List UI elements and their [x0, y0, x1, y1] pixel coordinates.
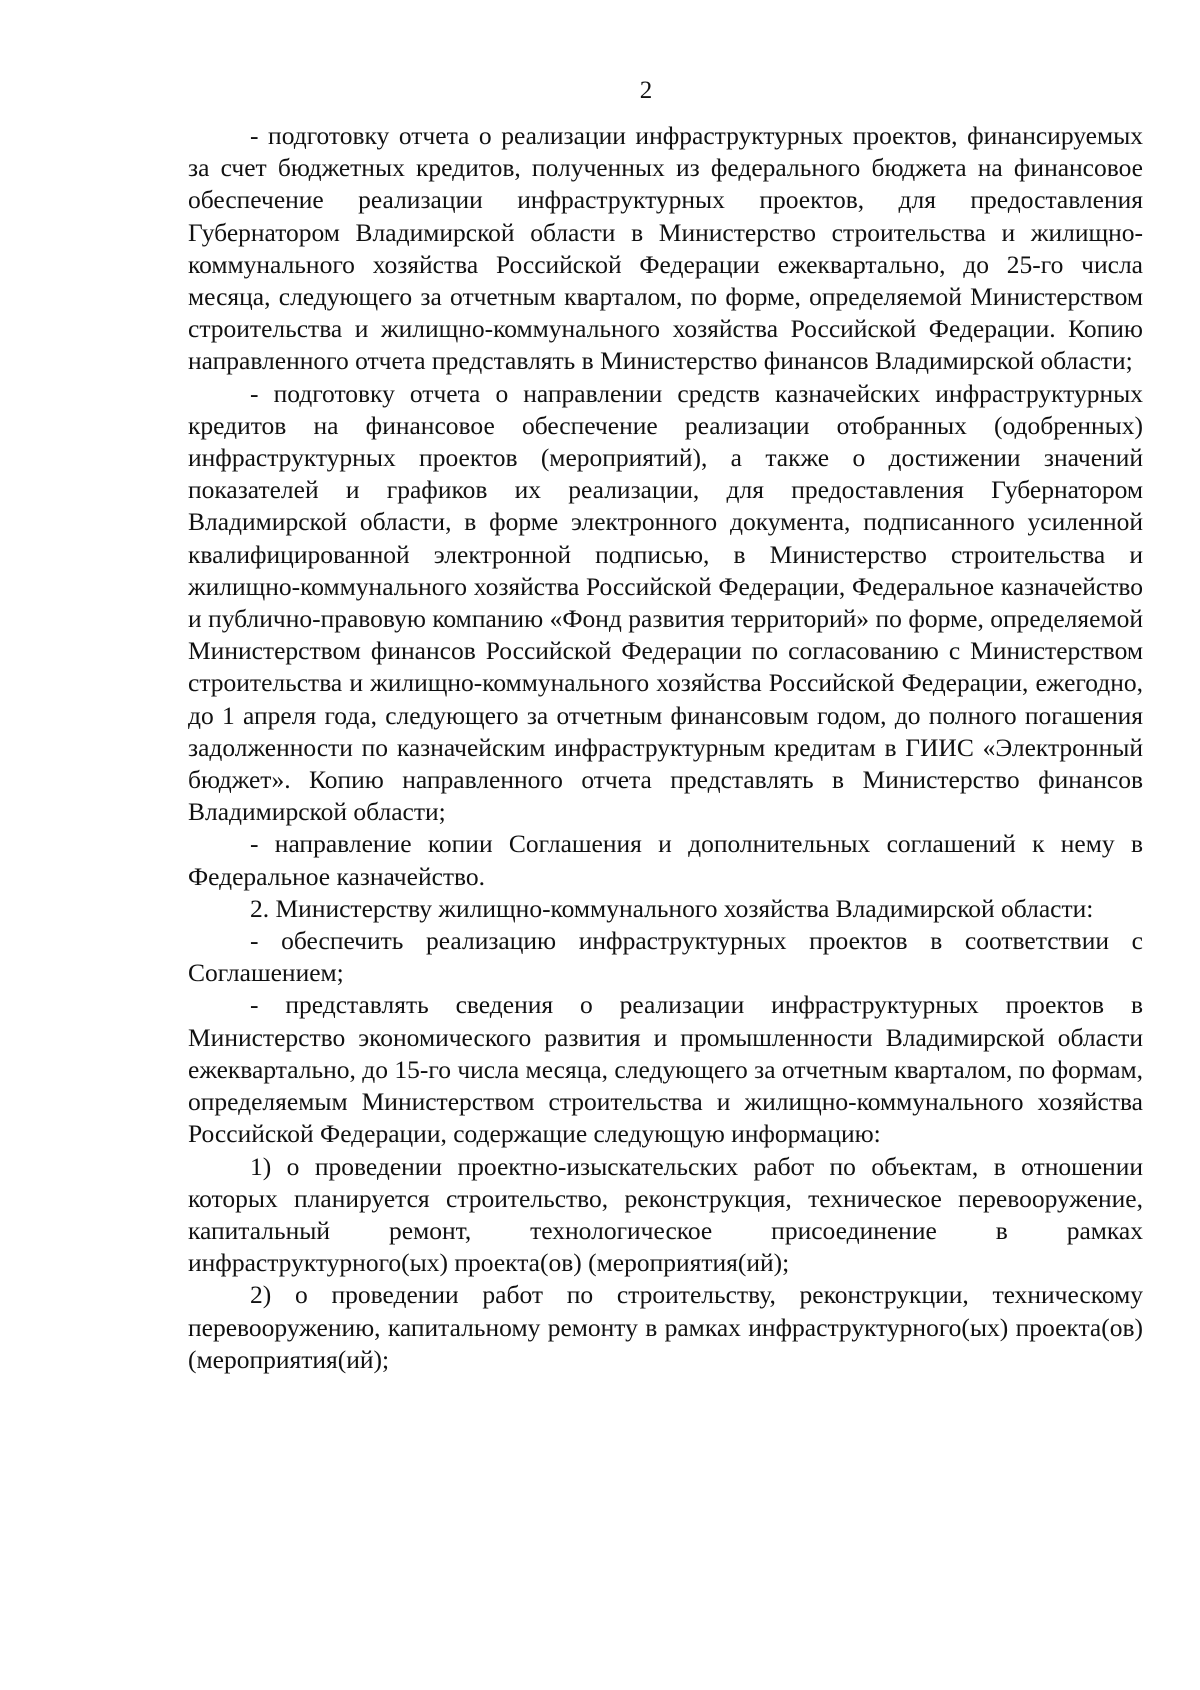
document-body: [188, 120, 1143, 1376]
paragraph-report-treasury-credits: - подготовку отчета о направлении средств казначейских инфраструктурных кредитов на финансовое обеспечение реализации отобранных (одобренных) инфраструктурных проектов (мероприятий), а также о достижении значений показателей и графиков их реализации, для предоставления Губернатором Владимирской области, в форме электронного документа, подписанного усиленной квалифицированной электронной подписью, в Министерство строительства и жилищно-коммунального хозяйства Российской Федерации, Федеральное казначейство и публично-правовую компанию «Фонд развития территорий» по форме, определяемой Министерством финансов Российской Федерации по согласованию с Министерством строительства и жилищно-коммунального хозяйства Российской Федерации, ежегодно, до 1 апреля года, следующего за отчетным финансовым годом, до полного погашения задолженности по казначейским инфраструктурным кредитам в ГИИС «Электронный бюджет». Копию направленного отчета представлять в Министерство финансов Владимирской области;: [188, 378, 1143, 827]
page-number: 2: [639, 77, 653, 104]
paragraph-submit-information: - представлять сведения о реализации инфраструктурных проектов в Министерство экономического развития и промышленности Владимирской области ежеквартально, до 15-го числа месяца, следующего за отчетным кварталом, по формам, определяемым Министерством строительства и жилищно-коммунального хозяйства Российской Федерации, содержащие следующую информацию:: [188, 990, 1143, 1149]
paragraph-agreement-copy: - направление копии Соглашения и дополнительных соглашений к нему в Федеральное казначейство.: [188, 829, 1143, 891]
paragraph-ministry-housing: 2. Министерству жилищно-коммунального хозяйства Владимирской области:: [250, 893, 1094, 923]
list-item-survey-works: 1) о проведении проектно-изыскательских работ по объектам, в отношении которых планируется строительство, реконструкция, техническое перевооружение, капитальный ремонт, технологическое присоединение в рамках инфраструктурного(ых) проекта(ов) (мероприятия(ий);: [188, 1151, 1143, 1278]
list-item-construction-works: 2) о проведении работ по строительству, реконструкции, техническому перевооружению, капитальному ремонту в рамках инфраструктурного(ых) проекта(ов) (мероприятия(ий);: [188, 1280, 1143, 1374]
paragraph-report-infrastructure-projects: - подготовку отчета о реализации инфраструктурных проектов, финансируемых за счет бюджетных кредитов, полученных из федерального бюджета на финансовое обеспечение реализации инфраструктурных проектов, для предоставления Губернатором Владимирской области в Министерство строительства и жилищно-коммунального хозяйства Российской Федерации ежеквартально, до 25-го числа месяца, следующего за отчетным кварталом, по форме, определяемой Министерством строительства и жилищно-коммунального хозяйства Российской Федерации. Копию направленного отчета представлять в Министерство финансов Владимирской области;: [188, 121, 1143, 376]
paragraph-ensure-implementation: - обеспечить реализацию инфраструктурных проектов в соответствии с Соглашением;: [188, 926, 1143, 988]
